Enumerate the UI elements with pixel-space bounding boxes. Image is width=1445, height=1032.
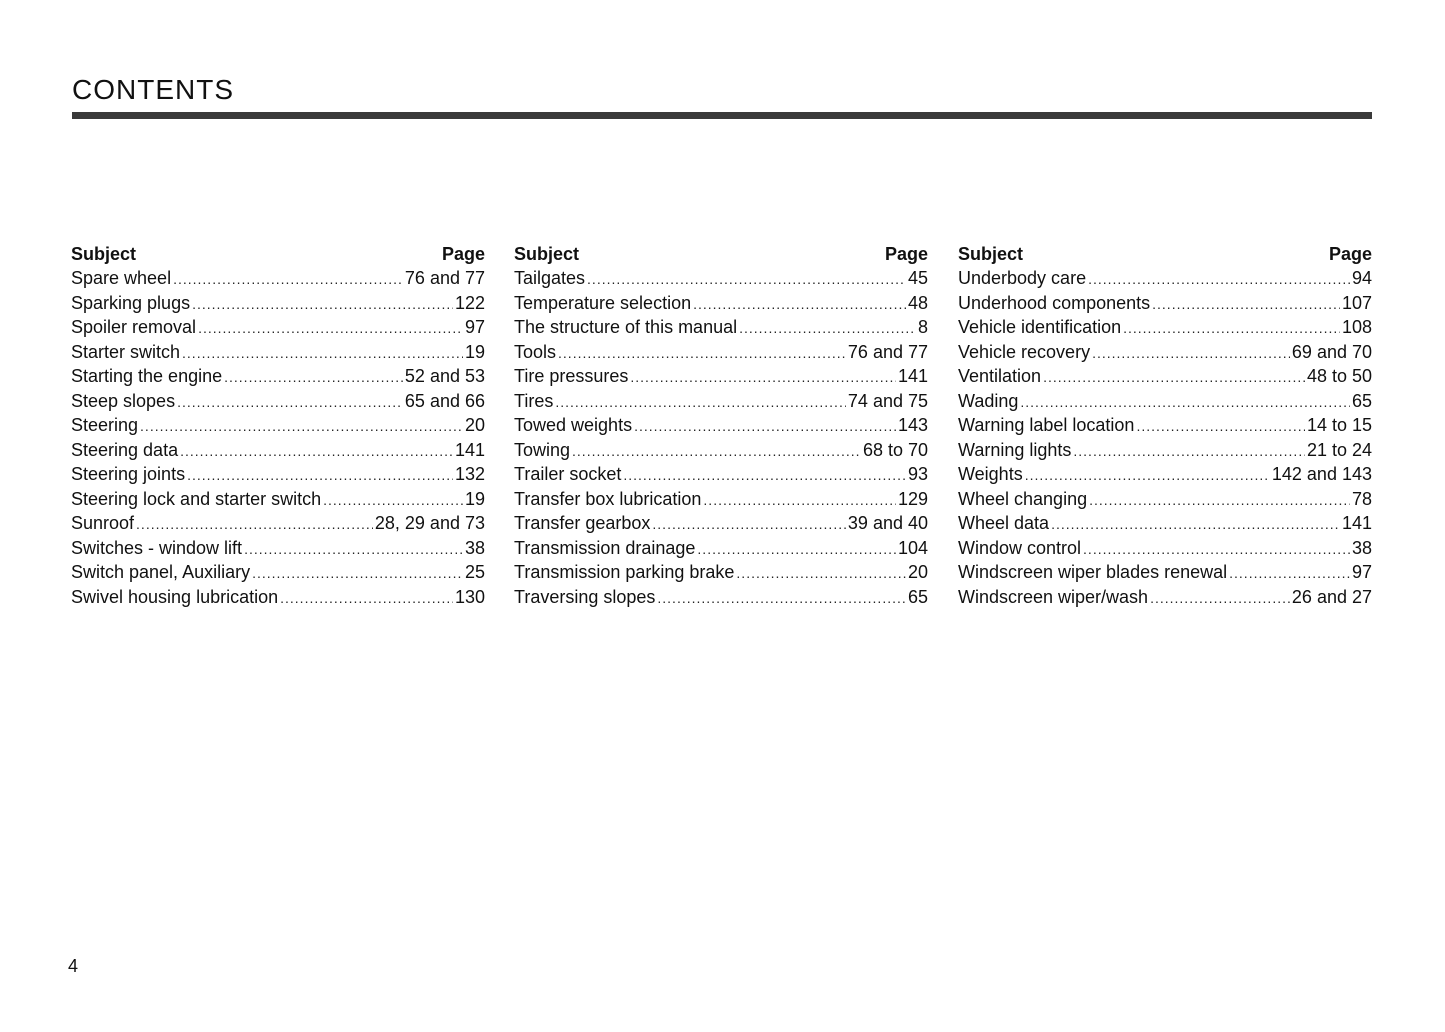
entry-subject: Swivel housing lubrication	[71, 586, 279, 607]
page-number: 4	[68, 956, 79, 976]
entry-subject: Vehicle identification	[958, 317, 1122, 337]
entry-page: 52 and 53	[404, 366, 485, 386]
dot-leader	[703, 488, 896, 513]
entry-subject: Tire pressures	[514, 366, 629, 386]
entry-page: 14 to 15	[1306, 415, 1372, 435]
contents-entry	[514, 364, 928, 389]
entry-page: 20	[464, 415, 485, 435]
entry-subject: Transfer box lubrication	[514, 488, 702, 509]
contents-entry	[958, 340, 1372, 365]
entry-page: 48 to 50	[1306, 366, 1372, 386]
contents-column-2	[514, 242, 928, 609]
contents-entry	[71, 266, 485, 291]
dot-leader	[1152, 292, 1340, 317]
contents-entry	[514, 462, 928, 487]
entry-subject: Transmission drainage	[514, 537, 696, 558]
entry-page: 130	[454, 586, 485, 607]
entry-subject: Wading	[958, 390, 1019, 411]
contents-entry	[514, 487, 928, 512]
contents-entry	[958, 315, 1372, 340]
entry-page: 122	[454, 292, 485, 313]
contents-entry	[514, 536, 928, 561]
dot-leader	[1043, 365, 1305, 390]
contents-entry	[514, 511, 928, 536]
contents-entry	[71, 560, 485, 585]
title-rule	[72, 112, 1372, 119]
entry-list	[514, 266, 928, 609]
contents-entry	[71, 438, 485, 463]
entry-page: 26 and 27	[1291, 586, 1372, 607]
contents-entry	[514, 291, 928, 316]
entry-page: 39 and 40	[847, 513, 928, 533]
entry-subject: Tailgates	[514, 268, 586, 288]
subject-heading: Subject	[514, 244, 580, 264]
entry-subject: Underhood components	[958, 292, 1151, 313]
dot-leader	[630, 365, 896, 390]
contents-entry	[958, 560, 1372, 585]
contents-entry	[71, 536, 485, 561]
contents-column-3	[958, 242, 1372, 609]
entry-page: 141	[1341, 513, 1372, 533]
entry-subject: Wheel changing	[958, 488, 1088, 509]
dot-leader	[697, 537, 896, 562]
entry-subject: Steep slopes	[71, 390, 176, 411]
entry-page: 141	[454, 439, 485, 460]
contents-entry	[514, 438, 928, 463]
entry-subject: Temperature selection	[514, 292, 692, 313]
dot-leader	[182, 341, 463, 366]
entry-list	[71, 266, 485, 609]
dot-leader	[555, 390, 846, 415]
entry-page: 108	[1341, 317, 1372, 337]
entry-page: 65 and 66	[404, 390, 485, 411]
dot-leader	[1229, 561, 1350, 586]
dot-leader	[1020, 390, 1350, 415]
column-header	[71, 242, 485, 266]
entry-page: 74 and 75	[847, 390, 928, 411]
contents-entry	[958, 585, 1372, 610]
entry-page: 97	[1351, 562, 1372, 582]
entry-subject: Switch panel, Auxiliary	[71, 562, 251, 582]
dot-leader	[173, 267, 403, 292]
dot-leader	[1150, 586, 1290, 611]
subject-heading: Subject	[71, 244, 137, 264]
contents-entry	[958, 487, 1372, 512]
contents-entry	[958, 438, 1372, 463]
contents-entry	[71, 462, 485, 487]
dot-leader	[140, 414, 463, 439]
entry-page: 132	[454, 464, 485, 484]
dot-leader	[693, 292, 906, 317]
page-heading: Page	[1328, 244, 1372, 264]
entry-page: 104	[897, 537, 928, 558]
entry-subject: Steering data	[71, 439, 179, 460]
entry-subject: Steering lock and starter switch	[71, 488, 322, 509]
dot-leader	[244, 537, 463, 562]
entry-page: 69 and 70	[1291, 341, 1372, 362]
page-title: CONTENTS	[72, 74, 234, 105]
dot-leader	[177, 390, 403, 415]
dot-leader	[652, 512, 846, 537]
entry-page: 21 to 24	[1306, 439, 1372, 460]
entry-page: 107	[1341, 292, 1372, 313]
entry-page: 19	[464, 341, 485, 362]
entry-subject: Transmission parking brake	[514, 562, 735, 582]
entry-page: 48	[907, 292, 928, 313]
entry-page: 20	[907, 562, 928, 582]
entry-page: 143	[897, 415, 928, 435]
entry-subject: Warning label location	[958, 415, 1135, 435]
entry-page: 25	[464, 562, 485, 582]
page-heading: Page	[884, 244, 928, 264]
dot-leader	[280, 586, 453, 611]
contents-entry	[514, 315, 928, 340]
dot-leader	[587, 267, 906, 292]
contents-column-1	[71, 242, 485, 609]
dot-leader	[558, 341, 846, 366]
contents-entry	[514, 585, 928, 610]
column-header	[514, 242, 928, 266]
entry-subject: Towed weights	[514, 415, 633, 435]
entry-subject: Windscreen wiper blades renewal	[958, 562, 1228, 582]
entry-list	[958, 266, 1372, 609]
contents-entry	[71, 315, 485, 340]
contents-entry	[958, 413, 1372, 438]
entry-subject: Starter switch	[71, 341, 181, 362]
entry-page: 93	[907, 464, 928, 484]
dot-leader	[224, 365, 403, 390]
contents-entry	[514, 266, 928, 291]
entry-subject: Trailer socket	[514, 464, 622, 484]
contents-entry	[514, 340, 928, 365]
page-heading: Page	[441, 244, 485, 264]
contents-entry	[958, 536, 1372, 561]
contents-entry	[514, 413, 928, 438]
entry-page: 78	[1351, 488, 1372, 509]
entry-page: 38	[464, 537, 485, 558]
entry-subject: Switches - window lift	[71, 537, 243, 558]
contents-entry	[71, 585, 485, 610]
contents-entry	[71, 340, 485, 365]
entry-subject: Spare wheel	[71, 268, 172, 288]
entry-subject: Steering	[71, 415, 139, 435]
entry-page: 76 and 77	[847, 341, 928, 362]
entry-subject: Starting the engine	[71, 366, 223, 386]
entry-subject: Windscreen wiper/wash	[958, 586, 1149, 607]
dot-leader	[252, 561, 463, 586]
entry-subject: Wheel data	[958, 513, 1050, 533]
entry-page: 19	[464, 488, 485, 509]
entry-subject: Underbody care	[958, 268, 1087, 288]
dot-leader	[1088, 267, 1350, 292]
dot-leader	[736, 561, 906, 586]
entry-page: 68 to 70	[862, 439, 928, 460]
dot-leader	[192, 292, 453, 317]
entry-subject: Weights	[958, 464, 1023, 484]
contents-entry	[71, 487, 485, 512]
entry-page: 65	[907, 586, 928, 607]
dot-leader	[323, 488, 463, 513]
dot-leader	[1123, 316, 1340, 341]
dot-leader	[1089, 488, 1350, 513]
dot-leader	[180, 439, 453, 464]
entry-subject: Transfer gearbox	[514, 513, 651, 533]
entry-page: 97	[464, 317, 485, 337]
dot-leader	[198, 316, 463, 341]
entry-page: 94	[1351, 268, 1372, 288]
entry-subject: The structure of this manual	[514, 317, 738, 337]
contents-entry	[71, 291, 485, 316]
contents-entry	[958, 291, 1372, 316]
contents-entry	[514, 560, 928, 585]
column-header	[958, 242, 1372, 266]
entry-subject: Ventilation	[958, 366, 1042, 386]
entry-page: 45	[907, 268, 928, 288]
entry-subject: Steering joints	[71, 464, 186, 484]
contents-entry	[958, 266, 1372, 291]
contents-entry	[958, 364, 1372, 389]
entry-subject: Spoiler removal	[71, 317, 197, 337]
contents-entry	[958, 389, 1372, 414]
entry-subject: Tires	[514, 390, 554, 411]
entry-page: 28, 29 and 73	[374, 513, 485, 533]
dot-leader	[136, 512, 373, 537]
contents-entry	[71, 389, 485, 414]
entry-subject: Sparking plugs	[71, 292, 191, 313]
contents-entry	[514, 389, 928, 414]
dot-leader	[1051, 512, 1340, 537]
dot-leader	[657, 586, 906, 611]
dot-leader	[187, 463, 453, 488]
dot-leader	[1083, 537, 1350, 562]
entry-subject: Window control	[958, 537, 1082, 558]
dot-leader	[1025, 463, 1270, 488]
contents-entry	[71, 511, 485, 536]
entry-subject: Vehicle recovery	[958, 341, 1091, 362]
contents-entry	[958, 511, 1372, 536]
entry-subject: Warning lights	[958, 439, 1072, 460]
entry-page: 141	[897, 366, 928, 386]
entry-page: 8	[917, 317, 928, 337]
entry-page: 65	[1351, 390, 1372, 411]
entry-page: 76 and 77	[404, 268, 485, 288]
entry-subject: Traversing slopes	[514, 586, 656, 607]
entry-subject: Sunroof	[71, 513, 135, 533]
dot-leader	[634, 414, 896, 439]
dot-leader	[1136, 414, 1305, 439]
dot-leader	[1073, 439, 1305, 464]
subject-heading: Subject	[958, 244, 1024, 264]
entry-subject: Tools	[514, 341, 557, 362]
dot-leader	[623, 463, 906, 488]
contents-entry	[71, 364, 485, 389]
entry-page: 38	[1351, 537, 1372, 558]
entry-page: 142 and 143	[1271, 464, 1372, 484]
contents-entry	[958, 462, 1372, 487]
entry-subject: Towing	[514, 439, 571, 460]
entry-page: 129	[897, 488, 928, 509]
dot-leader	[1092, 341, 1290, 366]
contents-entry	[71, 413, 485, 438]
dot-leader	[739, 316, 916, 341]
dot-leader	[572, 439, 861, 464]
